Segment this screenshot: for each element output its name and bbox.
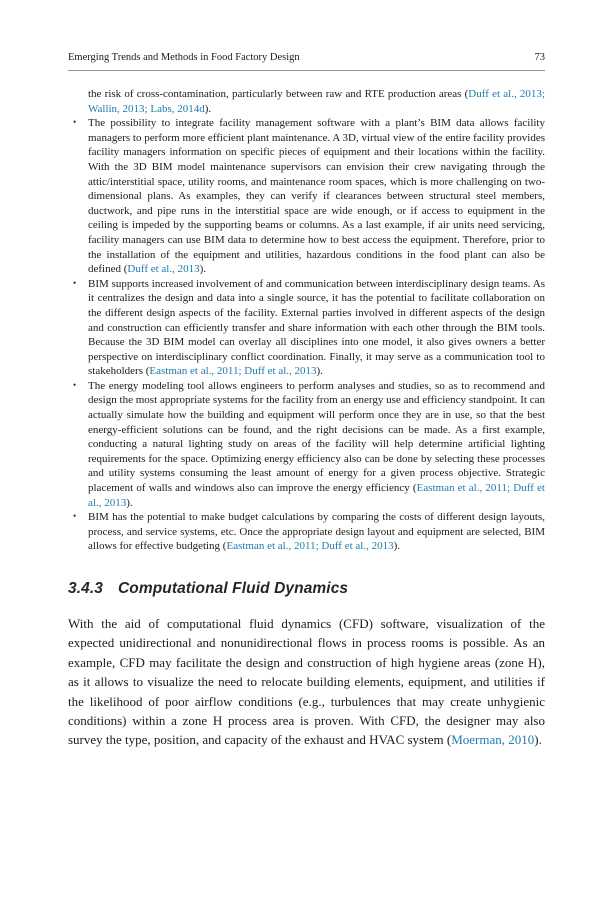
citation-link[interactable]: Duff et al., 2013; Wallin, 2013; Labs, 2014d [88,88,545,115]
citation-link[interactable]: Moerman, 2010 [451,732,535,748]
citation-link[interactable]: Eastman et al., 2011; Duff et al., 2013 [226,540,394,553]
list-item [68,116,545,277]
page-number: 73 [534,52,545,63]
bullet-icon: • [73,511,77,522]
list-item-text: The energy modeling tool allows engineers to perform analyses and studies, so as to recommend and design the most appropriate systems for the facility from an energy use and efficiency standpoint. It can actually simulate how the building and equipment will perform once they are in use, so that the best energy-efficient solutions can be found, and the right decisions can be made. As a first example, conducting a natural lighting study on areas of the facility will help determine artificial lighting requirements for the space. Optimizing energy efficiency also can be done by selecting these processes and utility systems consuming the least amount of energy for a given process objective. Strategic placement of walls and windows also can improve the energy efficiency (Eastman et al., 2011; Duff et al., 2013). [88,379,545,509]
citation-link[interactable]: Eastman et al., 2011; Duff et al., 2013 [149,365,317,378]
list-item-text: BIM supports increased involvement of and communication between interdisciplinary design teams. As it centralizes the design and data into a single source, it has the potential to facilitate collaboration on the different design aspects of the facility. External parties involved in different aspects of the design and construction can efficiently transfer and share information with each other through the BIM tools. Because the 3D BIM model can overlay all disciplines into one model, it also gives owners a better perspective on interdisciplinary conflict coordination. Finally, it may serve as a communication tool to stakeholders (Eastman et al., 2011; Duff et al., 2013). [88,277,545,378]
continuation-paragraph: the risk of cross-contamination, particularly between raw and RTE production areas (Duff et al., 2013; Wallin, 2013; Labs, 2014d). [88,88,545,115]
section-heading [68,580,545,598]
list-item [68,277,545,379]
section-title: Computational Fluid Dynamics [117,580,349,597]
bullet-icon: • [73,277,77,288]
list-item-text: BIM has the potential to make budget calculations by comparing the costs of different design layouts, process, and service systems, etc. Once the appropriate design layout and equipment are selected, BIM allows for effective budgeting (Eastman et al., 2011; Duff et al., 2013). [88,511,545,553]
bullet-icon: • [73,379,77,390]
running-title: Emerging Trends and Methods in Food Factory Design [68,52,300,63]
list-item-text: The possibility to integrate facility management software with a plant’s BIM data allows facility managers to perform more efficient plant maintenance. A 3D, virtual view of the entire facility provides facility managers information on specific pieces of equipment and their locations within the facility. With the 3D BIM model maintenance supervisors can envision their crew navigating through the attic/interstitial space, utility rooms, and maintenance room spaces, which is more challenging on two-dimensional plans. As examples, they can verify if clearances between structural steel members, ductwork, and pipe runs in the interstitial space are wide enough, or if access to equipment in the ceiling is impeded by the supporting beams or columns. As a last example, if air units need servicing, facility managers can use BIM data to determine how to best access the equipment. Therefore, prior to the installation of the equipment and utilities, hazardous conditions in the food plant can also be defined (Duff et al., 2013). [88,117,545,276]
citation-link[interactable]: Eastman et al., 2011; Duff et al., 2013 [88,482,545,509]
body-text-block [68,87,545,554]
list-item [68,510,545,554]
list-item [68,379,545,510]
running-head [68,52,545,71]
book-page [68,52,545,750]
section-number: 3.4.3 [68,580,103,597]
bullet-list [68,116,545,554]
section-paragraph: With the aid of computational fluid dynamics (CFD) software, visualization of the expected unidirectional and nonunidirectional flows in process rooms is possible. As an example, CFD may facilitate the design and construction of high hygiene areas (zone H), as it allows to visualize the need to relocate building elements, equipment, and utilities if the likelihood of poor airflow conditions (e.g., turbulences that may create unhygienic conditions) within a zone H process area is proven. With CFD, the designer may also survey the type, position, and capacity of the exhaust and HVAC system (Moerman, 2010). [68,616,545,748]
citation-link[interactable]: Duff et al., 2013 [127,263,200,276]
bullet-icon: • [73,117,77,128]
